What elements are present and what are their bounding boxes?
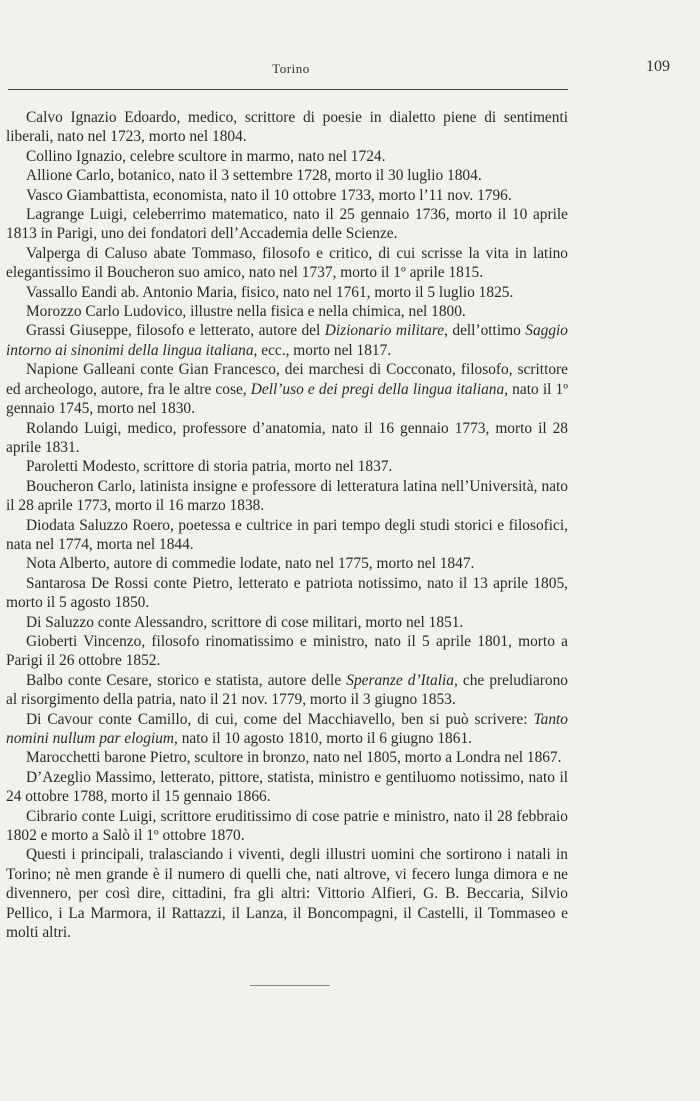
entry-paragraph: [6, 205, 568, 244]
entry-paragraph: [6, 166, 568, 185]
entry-text: Vasco Giambattista, economista, nato il 10 ottobre 1733, morto l’11 nov. 1796.: [26, 186, 512, 204]
italic-title: Dizionario militare: [324, 322, 445, 340]
entry-paragraph: [6, 845, 568, 942]
entry-paragraph: [6, 574, 568, 613]
entry-text: Boucheron Carlo, latinista insigne e professore di letteratura latina nell’Università, nato il 28 aprile 1773, morto il 16 marzo 1838.: [6, 477, 568, 515]
entry-text: Morozzo Carlo Ludovico, illustre nella fisica e nella chimica, nel 1800.: [26, 303, 466, 321]
italic-title: Tanto nomini nullum par elogium: [6, 710, 568, 747]
entry-paragraph: [6, 748, 568, 767]
italic-title: Saggio intorno ai sinonimi della lingua italiana: [6, 322, 569, 359]
entry-paragraph: [6, 632, 568, 671]
entry-text: Nota Alberto, autore di commedie lodate, nato nel 1775, morto nel 1847.: [26, 555, 475, 573]
entry-paragraph: [6, 147, 568, 166]
entry-paragraph: [6, 244, 568, 283]
entry-text: , nato il 10 agosto 1810, morto il 6 giugno 1861.: [174, 730, 472, 747]
entry-text: Marocchetti barone Pietro, scultore in bronzo, nato nel 1805, morto a Londra nel 1867.: [26, 749, 562, 767]
entry-paragraph: [6, 768, 568, 807]
entry-text: Gioberti Vincenzo, filosofo rinomatissimo e ministro, nato il 5 aprile 1801, morto a Parigi il 26 ottobre 1852.: [6, 632, 568, 670]
entry-text: Allione Carlo, botanico, nato il 3 settembre 1728, morto il 30 luglio 1804.: [26, 167, 482, 185]
entry-text: Paroletti Modesto, scrittore di storia patria, morto nel 1837.: [26, 458, 393, 476]
entry-text: Napione Galleani conte Gian Francesco, dei marchesi di Cocconato, filosofo, scrittore ed archeologo, autore, fra le altre cose,: [6, 361, 568, 398]
entry-text: , nato il 1º gennaio 1745, morto nel 1830.: [6, 380, 568, 418]
entry-paragraph: [6, 283, 568, 302]
entry-paragraph: [6, 302, 568, 321]
header-rule: [8, 89, 568, 90]
entry-paragraph: [6, 807, 568, 846]
entry-paragraph: [6, 321, 568, 360]
entry-text: Santarosa De Rossi conte Pietro, letterato e patriota notissimo, nato il 13 aprile 1805, morto il 5 agosto 1850.: [6, 574, 568, 612]
entry-text: Cibrario conte Luigi, scrittore eruditissimo di cose patrie e ministro, nato il 28 febbraio 1802 e morto a Salò il 1º ottobre 1870.: [6, 807, 568, 845]
entry-text: , che preludiarono al risorgimento della patria, nato il 21 nov. 1779, morto il 3 giugno 1853.: [6, 671, 568, 709]
entry-text: Diodata Saluzzo Roero, poetessa e cultrice in pari tempo degli studi storici e filosofici, nata nel 1774, morta nel 1844.: [6, 516, 568, 553]
entry-text: D’Azeglio Massimo, letterato, pittore, statista, ministro e gentiluomo notissimo, nato il 24 ottobre 1788, morto il 15 gennaio 1866.: [6, 768, 568, 806]
entry-text: , dell’ottimo: [444, 322, 526, 340]
entry-text: Lagrange Luigi, celeberrimo matematico, nato il 25 gennaio 1736, morto il 10 aprile 1813 in Parigi, uno dei fondatori dell’Accademia delle Scienze.: [6, 206, 568, 243]
entry-paragraph: [6, 186, 568, 205]
entry-paragraph: [6, 710, 568, 749]
entry-paragraph: [6, 457, 568, 476]
entry-paragraph: [6, 419, 568, 458]
entry-text: Collino Ignazio, celebre scultore in marmo, nato nel 1724.: [26, 147, 386, 165]
entry-text: Vassallo Eandi ab. Antonio Maria, fisico, nato nel 1761, morto il 5 luglio 1825.: [26, 283, 514, 301]
entry-text: Questi i principali, tralasciando i viventi, degli illustri uomini che sortirono i natali in Torino; nè men grande è il numero di quelli che, nati altrove, vi fecero lunga dimora e ne divennero, per così dire, cittadini, fra gli altri: Vittorio Alfieri, G. B. Beccaria, Silvio Pellico, i La Marmora, il Rattazzi, il Lanza, il Boncompagni, il Castelli, il Tommaseo e molti altri.: [6, 846, 568, 942]
italic-title: Dell’uso e dei pregi della lingua italiana: [250, 380, 505, 398]
entry-paragraph: [6, 477, 568, 516]
entry-paragraph: [6, 554, 568, 573]
entry-paragraph: [6, 516, 568, 555]
italic-title: Speranze d’Italia: [346, 671, 454, 689]
body-text: [6, 108, 568, 942]
entry-paragraph: [6, 613, 568, 632]
entry-text: , ecc., morto nel 1817.: [253, 341, 392, 359]
entry-text: Balbo conte Cesare, storico e statista, autore delle: [26, 671, 347, 689]
end-rule: [250, 985, 330, 986]
entry-text: Grassi Giuseppe, filosofo e letterato, autore del: [26, 322, 325, 340]
page-header: [0, 58, 700, 82]
entry-text: Valperga di Caluso abate Tommaso, filosofo e critico, di cui scrisse la vita in latino elegantissimo il Boucheron suo amico, nato nel 1737, morto il 1º aprile 1815.: [6, 244, 568, 282]
page-number: 109: [646, 58, 670, 75]
entry-paragraph: [6, 671, 568, 710]
entry-text: Di Cavour conte Camillo, di cui, come del Macchiavello, ben si può scrivere:: [26, 710, 534, 728]
entry-text: Di Saluzzo conte Alessandro, scrittore di cose militari, morto nel 1851.: [26, 613, 464, 631]
entry-text: Calvo Ignazio Edoardo, medico, scrittore di poesie in dialetto piene di sentimenti liberali, nato nel 1723, morto nel 1804.: [6, 109, 568, 146]
entry-text: Rolando Luigi, medico, professore d’anatomia, nato il 16 gennaio 1773, morto il 28 aprile 1831.: [6, 419, 568, 456]
running-head: Torino: [272, 61, 310, 76]
entry-paragraph: [6, 108, 568, 147]
entry-paragraph: [6, 360, 568, 418]
